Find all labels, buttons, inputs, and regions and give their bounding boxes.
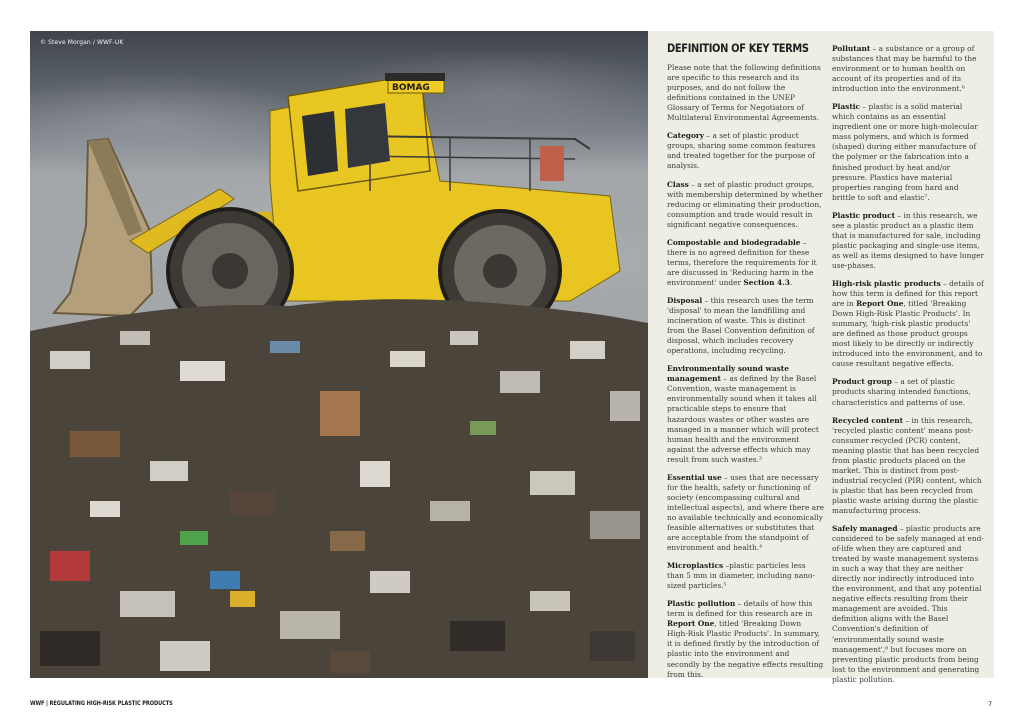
term-product-group [832, 377, 984, 407]
definitions-column-1 [667, 43, 824, 688]
term-definition: – plastic is a solid material which contains as an essential ingredient one or more high-molecular mass polymers, and which is formed (shaped) during either manufacture of the polymer or the fabrication into a finished product by heat and/or pressure. Plastics have material properties ranging from hard and brittle to soft and elastic⁷. [832, 102, 978, 202]
term-definition: – details of how this term is defined for this research are in [667, 599, 813, 619]
term-definition: –plastic particles less than 5 mm in diameter, including nano-sized particles.⁵ [667, 561, 815, 591]
term-pollutant [832, 44, 984, 94]
term-definition: – a set of plastic products sharing intended functions, characteristics and patterns of use. [832, 377, 971, 407]
term-definition-end: , titled 'Breaking Down High-Risk Plastic Products'. In summary, 'high-risk plastic products' are defined as those product groups most likely to be directly or indirectly introduced into the environment, and to cause resultant negative effects. [832, 299, 983, 369]
term-definition: – a substance or a group of substances that may be harmful to the environment or to human health on account of its properties and of its introduction into the environment.⁶ [832, 44, 977, 94]
term-essential-use [667, 473, 824, 553]
term-definition-end: , titled 'Breaking Down High-Risk Plastic Products'. In summary, it is defined firstly by the introduction of plastic into the environment and secondly by the negative effects resulting from this. [667, 619, 824, 679]
term-esm [667, 364, 824, 464]
term-microplastics [667, 561, 824, 591]
term-definition: – uses that are necessary for the health, safety or functioning of society (encompassing cultural and intellectual aspects), and where there are no available technically and economically feasible alternatives or substitutes that are acceptable from the standpoint of environment and health.⁴ [667, 472, 824, 553]
term-label: Plastic product [832, 210, 896, 220]
term-label: Category [667, 131, 705, 141]
term-definition: – details of how this term is defined for this report are in [832, 278, 984, 309]
term-label: Microplastics [667, 561, 724, 571]
term-label: Pollutant [832, 44, 871, 53]
landfill-illustration [30, 31, 648, 678]
term-plastic-pollution [667, 599, 824, 679]
intro-paragraph: Please note that the following definitions are specific to this research and its purposes, and do not follow the definitions contained in the UNEP Glossary of Terms for Negotiators of Multilateral Environmental Agreements. [667, 63, 821, 123]
machine-brand: BOMAG [392, 83, 430, 93]
term-label: Compostable and biodegradable [667, 237, 801, 247]
term-label: Environmentally sound waste management [667, 364, 789, 384]
page-number: 7 [988, 700, 993, 708]
term-definition: – a set of plastic product groups, sharing some common features and treated together for the purpose of analysis. [667, 131, 816, 171]
term-label: Product group [832, 377, 892, 387]
term-definition: – there is no agreed definition for these terms, therefore the requirements for it are discussed in 'Reducing harm in the environment' under [667, 237, 817, 287]
section-heading: DEFINITION OF KEY TERMS [667, 41, 809, 55]
term-label: Class [667, 179, 689, 189]
term-compostable [667, 238, 824, 288]
term-definition: – this research uses the term 'disposal' to mean the landfilling and incineration of waste. This is distinct from the Basel Convention definition of disposal, which includes recovery operations, including recycling. [667, 295, 815, 356]
photo-credit: © Steve Morgan / WWF-UK [40, 39, 124, 46]
term-high-risk [832, 279, 984, 369]
report-reference: Report One [856, 299, 904, 309]
definitions-panel [648, 31, 994, 684]
term-safely-managed [832, 524, 984, 685]
term-recycled-content [832, 416, 984, 516]
term-label: Recycled content [832, 415, 904, 425]
term-disposal [667, 296, 824, 356]
landfill-photo [30, 31, 648, 678]
term-plastic [832, 102, 984, 202]
term-category [667, 131, 824, 171]
term-label: Plastic [832, 102, 861, 112]
term-label: Disposal [667, 295, 703, 305]
term-label: Essential use [667, 472, 722, 482]
term-label: Safely managed [832, 524, 898, 534]
term-definition: – as defined by the Basel Convention, waste management is environmentally sound when it takes all practicable steps to ensure that hazardous wastes or other wastes are managed in a manner which will protect human health and the environment against the adverse effects which may result from such wastes.³ [667, 374, 819, 464]
term-definition-end: . [789, 277, 793, 287]
term-class [667, 180, 824, 230]
term-definition: – plastic products are considered to be safely managed at end-of-life when they are captured and treated by waste management systems in such a way that they are neither directly nor indirectly introduced into the environment, and that any potential negative effects resulting from their management are avoided. This definition aligns with the Basel Convention's definition of 'environmentally sound waste management',⁸ but focuses more on preventing plastic products from being lost to the environment and generating plastic pollution. [832, 524, 984, 684]
footer-title: WWF | REGULATING HIGH-RISK PLASTIC PRODUCTS [30, 700, 173, 707]
term-label: High-risk plastic products [832, 278, 941, 288]
term-definition: – in this research, 'recycled plastic content' means post-consumer recycled (PCR) content, meaning plastic that has been recycled from plastic products placed on the market. This is distinct from post-industrial recycled (PIR) content, which is plastic that has been recycled from plastic waste arising during the plastic manufacturing process. [832, 415, 982, 515]
term-plastic-product [832, 211, 984, 271]
term-definition: – a set of plastic product groups, with membership determined by whether reducing or eliminating their production, consumption and trade would result in significant negative consequences. [667, 179, 823, 229]
report-reference: Report One [667, 619, 715, 629]
term-definition: – in this research, we see a plastic product as a plastic item that is manufactured for sale, including plastic packaging and single-use items, as well as items designed to have longer use-phases. [832, 210, 984, 270]
definitions-column-2 [832, 44, 984, 693]
term-label: Plastic pollution [667, 599, 736, 609]
section-reference: Section 4.3 [743, 277, 790, 287]
